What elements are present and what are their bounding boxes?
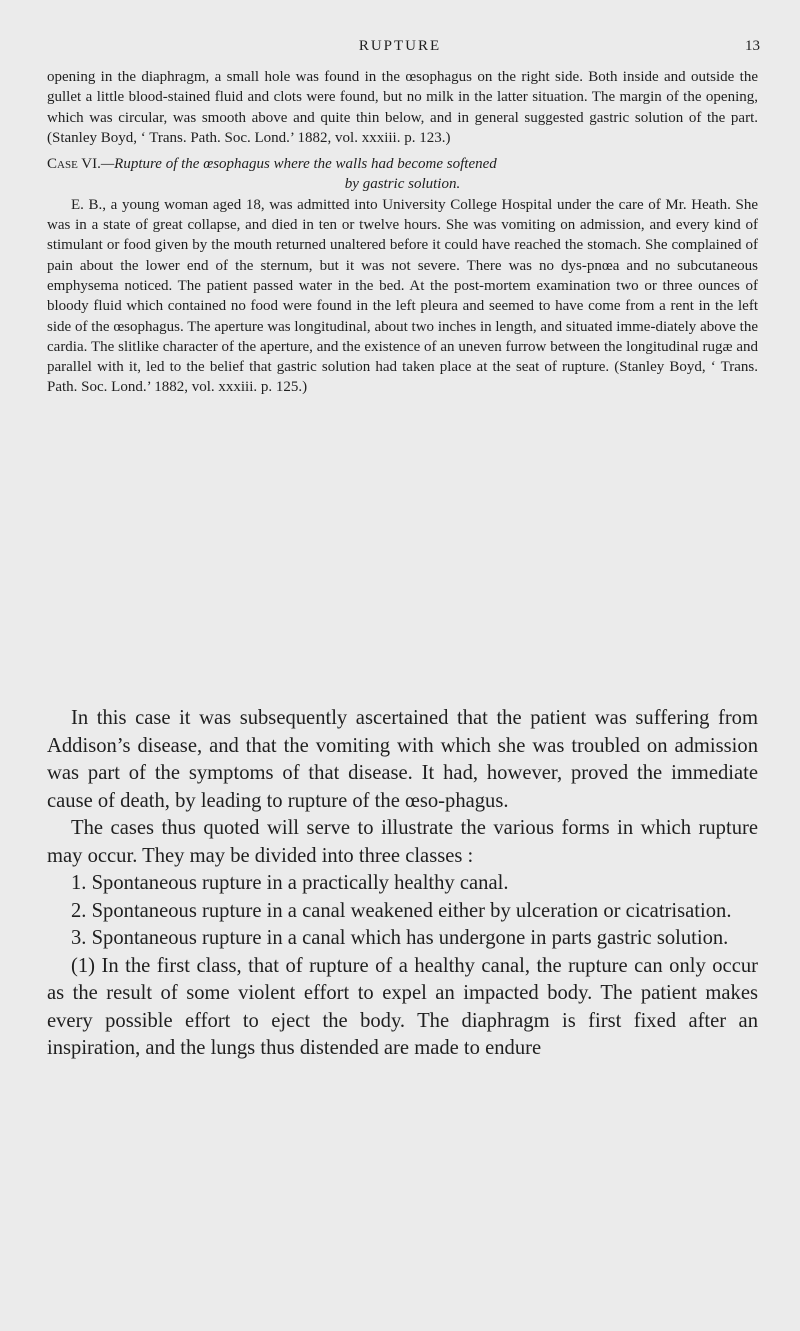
paragraph-classes: The cases thus quoted will serve to illustrate the various forms in which rupture may occur. They may be divided into three classes : bbox=[47, 817, 758, 867]
case-notes bbox=[47, 67, 758, 398]
list-item: 1. Spontaneous rupture in a practically healthy canal. bbox=[71, 872, 509, 894]
page-number: 13 bbox=[745, 38, 760, 54]
case-heading bbox=[47, 154, 758, 195]
paragraph-addisons: In this case it was subsequently ascertained that the patient was suffering from Addison’s disease, and that the vomiting with which she was troubled on admission was part of the symptoms of that disease. It had, however, proved the immediate cause of death, by leading to rupture of the œso-phagus. bbox=[47, 707, 758, 812]
case-label: Case VI. bbox=[47, 156, 101, 173]
paragraph-first-class: (1) In the first class, that of rupture of a healthy canal, the rupture can only occur as the result of some violent effort to expel an impacted body. The patient makes every possible effort to eject the body. The diaphragm is first fixed after an inspiration, and the lungs thus distended are made to endure bbox=[47, 954, 758, 1059]
main-text bbox=[47, 705, 758, 1063]
case-body: E. B., a young woman aged 18, was admitted into University College Hospital under the care of Mr. Heath. She was in a state of great collapse, and died in ten or twelve hours. She was vomiting on admission, and every kind of stimulant or food given by the mouth returned unaltered before it could have reached the stomach. She complained of pain about the lower end of the sternum, but it was not severe. There was no dys-pnœa and no subcutaneous emphysema noticed. The patient passed water in the bed. At the post-mortem examination two or three ounces of bloody fluid which contained no food were found in the left pleura and seemed to have come from a rent in the left side of the œsophagus. The aperture was longitudinal, about two inches in length, and situated imme-diately above the cardia. The slitlike character of the aperture, and the existence of an uneven furrow between the longitudinal rugæ and parallel with it, led to the belief that gastric solution had taken place at the seat of rupture. (Stanley Boyd, ‘ Trans. Path. Soc. Lond.’ 1882, vol. xxxiii. p. 125.) bbox=[47, 196, 758, 396]
running-head bbox=[0, 36, 800, 60]
case-title-line1: —Rupture of the œsophagus where the walls had become softened bbox=[100, 156, 497, 173]
running-title: RUPTURE bbox=[358, 38, 442, 54]
list-item: 2. Spontaneous rupture in a canal weakened either by ulceration or cicatrisation. bbox=[71, 899, 732, 922]
case-title-line2: by gastric solution. bbox=[344, 176, 461, 193]
continuation-paragraph: opening in the diaphragm, a small hole was found in the œsophagus on the right side. Both inside and outside the gullet a little blood-stained fluid and clots were found, but no milk in the latter situation. The margin of the opening, which was circular, was smooth above and quite thin below, and in general suggested gastric solution of the part. (Stanley Boyd, ‘ Trans. Path. Soc. Lond.’ 1882, vol. xxxiii. p. 123.) bbox=[47, 69, 758, 146]
list-item: 3. Spontaneous rupture in a canal which has undergone in parts gastric solution. bbox=[71, 927, 729, 949]
